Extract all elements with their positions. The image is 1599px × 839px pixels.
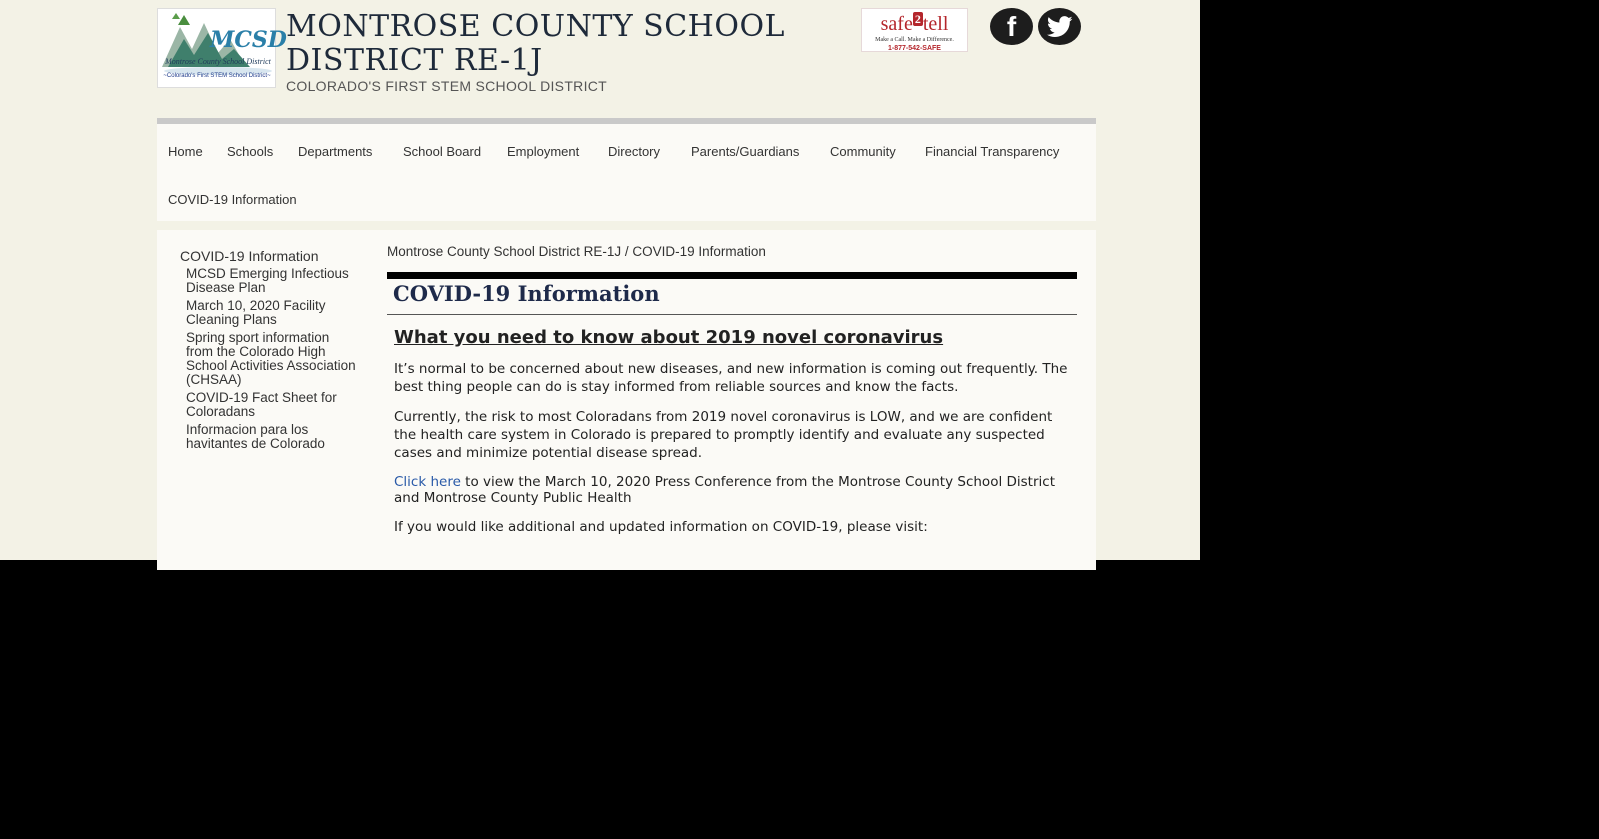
nav-school-board[interactable]: School Board (403, 144, 482, 159)
article-paragraph-4: If you would like additional and updated information on COVID-19, please visit: (394, 519, 928, 535)
sidebar-item-informacion[interactable]: Informacion para los havitantes de Colorado (186, 422, 325, 451)
nav-home[interactable]: Home (168, 144, 203, 159)
nav-covid-19-information[interactable]: COVID-19 Information (168, 192, 297, 207)
safe2tell-brand-number: 2 (914, 12, 921, 26)
sidebar-item-chsaa[interactable]: Spring sport information from the Colorado High School Activities Association (CHSAA) (186, 330, 356, 387)
safe2tell-brand-post: tell (922, 13, 949, 35)
district-logo[interactable] (157, 8, 287, 88)
safe2tell-brand (862, 11, 967, 37)
title-underline (387, 314, 1077, 315)
nav-employment[interactable]: Employment (507, 144, 580, 159)
twitter-icon[interactable] (1038, 8, 1081, 45)
article-heading: What you need to know about 2019 novel coronavirus (394, 327, 944, 348)
safe2tell-banner[interactable] (861, 8, 968, 52)
page-title: COVID-19 Information (393, 281, 660, 306)
sidebar-heading[interactable]: COVID-19 Information (180, 248, 319, 264)
content-panel (157, 230, 1096, 570)
breadcrumb-root[interactable]: Montrose County School District RE-1J (387, 244, 622, 259)
article-paragraph-2: Currently, the risk to most Coloradans from 2019 novel coronavirus is LOW, and we are confident the health care system in Colorado is prepared to promptly identify and evaluate any suspected cases and minimize potential disease spread. (394, 409, 1053, 461)
logo-text: MCSD (210, 27, 287, 53)
sidebar-item-cleaning-plans[interactable]: March 10, 2020 Facility Cleaning Plans (186, 298, 326, 327)
site-tagline: COLORADO'S FIRST STEM SCHOOL DISTRICT (286, 78, 608, 94)
breadcrumb-current: COVID-19 Information (632, 244, 766, 259)
nav-directory[interactable]: Directory (608, 144, 661, 159)
logo-tagline: ~Colorado's First STEM School District~ (163, 73, 271, 79)
nav-financial-transparency[interactable]: Financial Transparency (925, 144, 1060, 159)
safe2tell-slogan: Make a Call. Make a Difference. (875, 37, 954, 43)
title-divider (387, 272, 1077, 279)
safe2tell-phone: 1-877-542-SAFE (888, 45, 941, 52)
twitter-bird-icon (1047, 16, 1073, 38)
press-conference-link[interactable]: Click here (394, 474, 461, 490)
article-paragraph-1: It’s normal to be concerned about new diseases, and new information is coming out frequently. The best thing people can do is stay informed from reliable sources and know the facts. (394, 361, 1068, 395)
safe2tell-brand-pre: safe (880, 13, 913, 35)
nav-community[interactable]: Community (830, 144, 896, 159)
nav-departments[interactable]: Departments (298, 144, 373, 159)
breadcrumb-separator: / (621, 244, 633, 259)
article-body (394, 327, 1074, 548)
sidebar-item-emerging-disease-plan[interactable]: MCSD Emerging Infectious Disease Plan (186, 266, 349, 295)
logo-subtitle: Montrose County School District (165, 57, 271, 66)
nav-schools[interactable]: Schools (227, 144, 274, 159)
main-navigation (157, 118, 1096, 221)
facebook-icon[interactable] (990, 8, 1033, 45)
article-paragraph-3 (394, 474, 1074, 506)
sidebar (180, 248, 360, 455)
press-conference-text: to view the March 10, 2020 Press Conference from the Montrose County School District and Montrose County Public Health (394, 474, 1055, 506)
facebook-glyph: f (1006, 10, 1017, 42)
nav-parents-guardians[interactable]: Parents/Guardians (691, 144, 800, 159)
sidebar-item-fact-sheet[interactable]: COVID-19 Fact Sheet for Coloradans (186, 390, 337, 419)
site-title[interactable]: MONTROSE COUNTY SCHOOL DISTRICT RE-1J (286, 9, 785, 78)
breadcrumb (387, 244, 766, 259)
